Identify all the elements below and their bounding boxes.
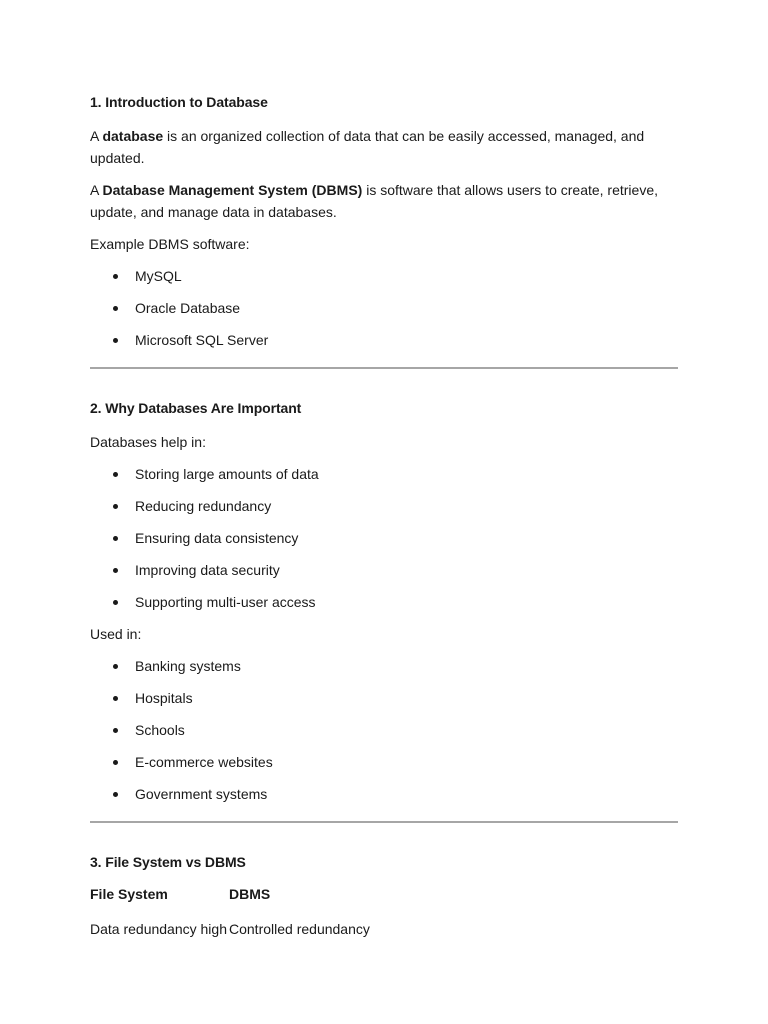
bullet-icon: [113, 664, 118, 669]
list-item: [90, 751, 678, 783]
text-span: is an organized collection of data that can be easily accessed, managed, and updated.: [90, 128, 645, 166]
list-item: [90, 655, 678, 687]
list-item: [90, 297, 678, 329]
section-comparison: [90, 853, 678, 939]
usage-list: [90, 655, 678, 815]
list-item: [90, 265, 678, 297]
list-item: [90, 463, 678, 495]
section-importance: [90, 399, 678, 823]
table-header-cell: File System: [90, 886, 168, 902]
table-header-cell: DBMS: [229, 886, 271, 902]
bold-term: database: [102, 128, 164, 144]
list-item: [90, 687, 678, 719]
bullet-icon: [113, 760, 118, 765]
bullet-icon: [113, 568, 118, 573]
list-intro: Used in:: [90, 626, 142, 642]
list-intro: Databases help in:: [90, 434, 206, 450]
list-item-text: Oracle Database: [135, 300, 241, 316]
list-item: [90, 495, 678, 527]
bullet-icon: [113, 338, 118, 343]
list-item-text: E-commerce websites: [135, 754, 273, 770]
list-item: [90, 559, 678, 591]
list-item-text: Microsoft SQL Server: [135, 332, 269, 348]
text-span: A: [90, 128, 103, 144]
bullet-icon: [113, 536, 118, 541]
bullet-icon: [113, 696, 118, 701]
database-definition: [90, 125, 678, 169]
list-item: [90, 719, 678, 751]
bold-term: Database Management System (DBMS): [102, 182, 363, 198]
benefits-list: [90, 463, 678, 623]
table-cell: Controlled redundancy: [229, 921, 370, 937]
list-item-text: Supporting multi-user access: [135, 594, 316, 610]
section-heading: 3. File System vs DBMS: [90, 854, 246, 870]
list-item: [90, 591, 678, 623]
bullet-icon: [113, 504, 118, 509]
section-heading: 2. Why Databases Are Important: [90, 400, 302, 416]
bullet-icon: [113, 306, 118, 311]
list-item-text: Reducing redundancy: [135, 498, 272, 514]
list-item-text: Government systems: [135, 786, 268, 802]
horizontal-divider: [90, 821, 678, 823]
list-item-text: Banking systems: [135, 658, 241, 674]
table-cell: Data redundancy high: [90, 921, 227, 937]
list-item-text: Schools: [135, 722, 185, 738]
bullet-icon: [113, 728, 118, 733]
bullet-icon: [113, 472, 118, 477]
list-item-text: MySQL: [135, 268, 182, 284]
list-item-text: Improving data security: [135, 562, 280, 578]
dbms-definition: [90, 179, 678, 223]
list-item-text: Ensuring data consistency: [135, 530, 299, 546]
bullet-icon: [113, 792, 118, 797]
comparison-table: [90, 885, 678, 939]
list-item: [90, 329, 678, 361]
list-item: [90, 783, 678, 815]
section-introduction: [90, 93, 678, 369]
list-item: [90, 527, 678, 559]
text-span: is software that allows users to create, retrieve, update, and manage data in databases.: [90, 182, 659, 220]
list-item-text: Hospitals: [135, 690, 193, 706]
horizontal-divider: [90, 367, 678, 369]
section-heading: 1. Introduction to Database: [90, 94, 268, 110]
bullet-icon: [113, 600, 118, 605]
text-span: A: [90, 182, 103, 198]
list-item-text: Storing large amounts of data: [135, 466, 319, 482]
dbms-software-list: [90, 265, 678, 361]
list-intro: Example DBMS software:: [90, 236, 250, 252]
bullet-icon: [113, 274, 118, 279]
